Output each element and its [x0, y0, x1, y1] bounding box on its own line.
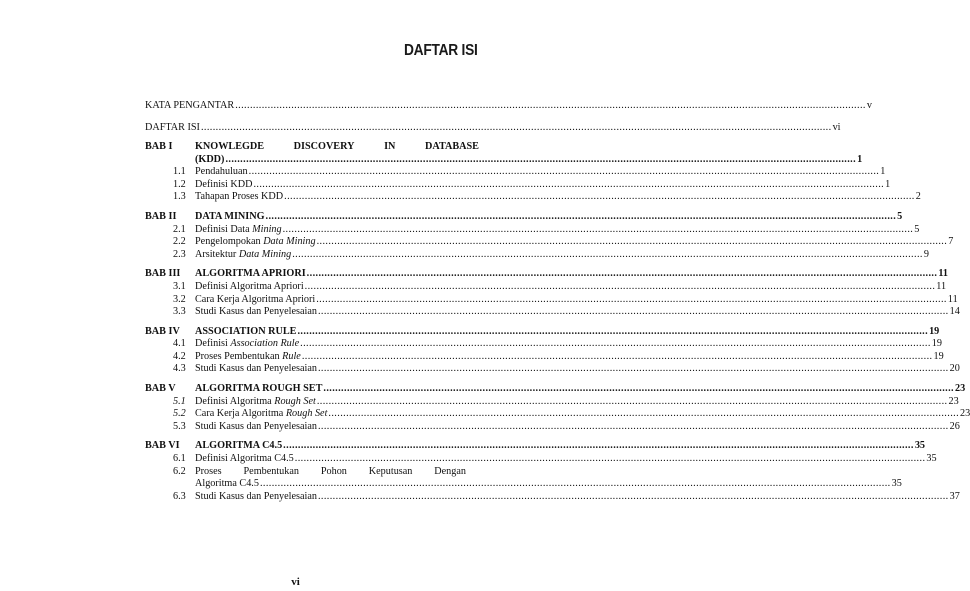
- section-label: Studi Kasus dan Penyelesaian: [195, 490, 317, 502]
- dot-leader: [249, 166, 880, 179]
- toc-section-2-2[interactable]: [145, 236, 954, 249]
- toc-page-number: 37: [949, 490, 960, 502]
- toc-page-number: 26: [949, 420, 960, 432]
- section-label: Studi Kasus dan Penyelesaian: [195, 420, 317, 432]
- toc-section-6-2[interactable]: [145, 466, 479, 479]
- section-label: Pendahuluan: [195, 166, 248, 178]
- toc-page-number: 14: [949, 306, 960, 318]
- toc-section-4-1[interactable]: [145, 338, 942, 351]
- toc-page-number: 23: [960, 408, 970, 420]
- toc-entry-label: DAFTAR ISI: [145, 122, 200, 134]
- toc-page-number: vi: [832, 122, 841, 134]
- toc-page-number: 1: [885, 178, 891, 190]
- section-label-line2: Algoritma C4.5: [195, 478, 259, 490]
- toc-section-1-2[interactable]: [145, 178, 891, 192]
- chapter-title: DATA MINING: [195, 210, 265, 222]
- section-number: 5.1: [173, 395, 186, 407]
- toc-section-6-3[interactable]: [145, 490, 960, 504]
- section-label: Definisi Algoritma Apriori: [195, 280, 304, 292]
- toc-chapter-2[interactable]: [145, 210, 903, 224]
- dot-leader: [317, 236, 948, 249]
- toc-section-6-1[interactable]: [145, 453, 937, 466]
- dot-leader: [253, 179, 884, 192]
- dot-leader: [292, 249, 923, 262]
- chapter-title: ASSOCIATION RULE: [195, 325, 297, 337]
- chapter-title-line2: (KDD): [195, 153, 225, 165]
- toc-section-2-1[interactable]: [145, 223, 920, 237]
- chapter-number: BAB III: [145, 268, 181, 280]
- chapter-number: BAB IV: [145, 325, 180, 337]
- section-number: 4.1: [173, 338, 186, 350]
- dot-leader: [318, 306, 949, 319]
- section-number: 2.2: [173, 236, 186, 248]
- dot-leader: [305, 281, 936, 294]
- dot-leader: [283, 224, 914, 237]
- toc-page-number: 19: [929, 325, 940, 337]
- section-number: 3.2: [173, 293, 186, 305]
- toc-chapter-1-cont[interactable]: [145, 153, 863, 167]
- toc-page-number: 2: [915, 191, 921, 203]
- toc-page-number: 5: [914, 223, 920, 235]
- section-number: 5.3: [173, 420, 186, 432]
- chapter-number: BAB VI: [145, 440, 180, 452]
- dot-leader: [295, 453, 926, 466]
- toc-page-number: 35: [926, 453, 937, 465]
- section-number: 2.1: [173, 223, 186, 235]
- toc-page-number: 23: [948, 395, 959, 407]
- toc-entry-kata-pengantar[interactable]: [145, 100, 872, 113]
- toc-page-number: 19: [931, 338, 942, 350]
- chapter-title: ALGORITMA C4.5: [195, 440, 283, 452]
- section-number: 6.3: [173, 490, 186, 502]
- dot-leader: [284, 191, 915, 204]
- section-label: Proses Pembentukan Rule: [195, 350, 301, 362]
- page-title: DAFTAR ISI: [404, 42, 478, 59]
- dot-leader: [225, 154, 856, 167]
- toc-section-6-2-cont[interactable]: [145, 478, 902, 491]
- toc-section-3-1[interactable]: [145, 280, 947, 294]
- chapter-title-word: DISCOVERY: [293, 140, 355, 152]
- dot-leader: [300, 338, 931, 351]
- chapter-title: ALGORITMA ROUGH SET: [195, 383, 323, 395]
- toc-page-number: 7: [948, 236, 954, 248]
- chapter-title-word: DATABASE: [425, 140, 479, 152]
- section-label: Definisi Association Rule: [195, 338, 300, 350]
- dot-leader: [302, 351, 933, 364]
- toc-page-number: 1: [857, 153, 863, 165]
- section-number: 6.1: [173, 453, 186, 465]
- chapter-title-word: IN: [384, 140, 396, 152]
- toc-section-2-3[interactable]: [145, 248, 929, 262]
- toc-section-3-3[interactable]: [145, 306, 960, 319]
- toc-page-number: 11: [938, 268, 948, 280]
- section-label: Tahapan Proses KDD: [195, 191, 284, 203]
- toc-page-number: 35: [914, 440, 925, 452]
- section-number: 2.3: [173, 248, 186, 260]
- section-label: Definisi Data Mining: [195, 223, 282, 235]
- chapter-title-word: KNOWLEGDE: [195, 140, 265, 152]
- section-number: 6.2: [173, 465, 186, 477]
- section-number: 3.3: [173, 306, 186, 318]
- toc-entry-daftar-isi[interactable]: [145, 122, 841, 135]
- section-number: 4.2: [173, 350, 186, 362]
- section-number: 3.1: [173, 280, 186, 292]
- section-label: Definisi Algoritma Rough Set: [195, 395, 316, 407]
- toc-page-number: 1: [880, 166, 886, 178]
- toc-section-1-3[interactable]: [145, 191, 921, 204]
- toc-chapter-1[interactable]: [145, 141, 479, 154]
- section-label: Arsitektur Data Mining: [195, 248, 292, 260]
- toc-page-number: v: [866, 100, 872, 111]
- toc-chapter-5[interactable]: [145, 383, 966, 396]
- toc-page-number: 20: [949, 363, 960, 375]
- section-label: Pengelompokan Data Mining: [195, 236, 316, 248]
- chapter-number: BAB V: [145, 383, 176, 395]
- toc-page-number: 35: [891, 478, 902, 490]
- page-footer-number: vi: [291, 576, 300, 588]
- chapter-title: ALGORITMA APRIORI: [195, 268, 306, 280]
- toc-section-5-2[interactable]: [145, 408, 970, 421]
- dot-leader: [317, 396, 948, 409]
- toc-section-1-1[interactable]: [145, 166, 886, 179]
- dot-leader: [318, 491, 949, 504]
- section-number: 1.1: [173, 166, 186, 178]
- section-number: 4.3: [173, 363, 186, 375]
- toc-section-4-3[interactable]: [145, 363, 960, 376]
- dot-leader: [283, 440, 914, 453]
- table-of-contents: [145, 100, 970, 503]
- dot-leader: [328, 408, 959, 421]
- toc-chapter-4[interactable]: [145, 325, 940, 339]
- section-label: Definisi Algoritma C4.5: [195, 453, 294, 465]
- section-number: 5.2: [173, 408, 186, 420]
- section-label: Studi Kasus dan Penyelesaian: [195, 363, 317, 375]
- dot-leader: [323, 383, 954, 396]
- toc-page-number: 5: [897, 210, 903, 222]
- toc-section-3-2[interactable]: [145, 293, 958, 307]
- dot-leader: [297, 326, 928, 339]
- chapter-title-line1: [195, 141, 479, 154]
- toc-page-number: 23: [955, 383, 966, 395]
- chapter-number: BAB II: [145, 210, 177, 222]
- toc-chapter-3[interactable]: [145, 268, 948, 281]
- dot-leader: [318, 363, 949, 376]
- toc-page-number: 11: [936, 280, 947, 292]
- section-label: Definisi KDD: [195, 178, 253, 190]
- dot-leader: [316, 294, 947, 307]
- chapter-number: BAB I: [145, 140, 173, 152]
- dot-leader: [235, 100, 866, 113]
- section-label-line1: Proses Pembentukan Pohon Keputusan Dengan: [195, 465, 466, 477]
- toc-section-4-2[interactable]: [145, 350, 944, 364]
- section-label: Studi Kasus dan Penyelesaian: [195, 306, 317, 318]
- toc-section-5-3[interactable]: [145, 420, 960, 434]
- section-number: 1.3: [173, 191, 186, 203]
- toc-page-number: 19: [933, 350, 944, 362]
- section-number: 1.2: [173, 178, 186, 190]
- toc-page-number: 9: [923, 248, 929, 260]
- dot-leader: [307, 268, 938, 281]
- toc-section-5-1[interactable]: [145, 395, 959, 409]
- toc-page-number: 11: [947, 293, 958, 305]
- dot-leader: [266, 211, 897, 224]
- section-label: Cara Kerja Algoritma Rough Set: [195, 408, 328, 420]
- toc-chapter-6[interactable]: [145, 440, 925, 453]
- section-label: Cara Kerja Algoritma Apriori: [195, 293, 316, 305]
- dot-leader: [318, 421, 949, 434]
- dot-leader: [260, 478, 891, 491]
- dot-leader: [201, 122, 832, 135]
- toc-entry-label: KATA PENGANTAR: [145, 100, 235, 111]
